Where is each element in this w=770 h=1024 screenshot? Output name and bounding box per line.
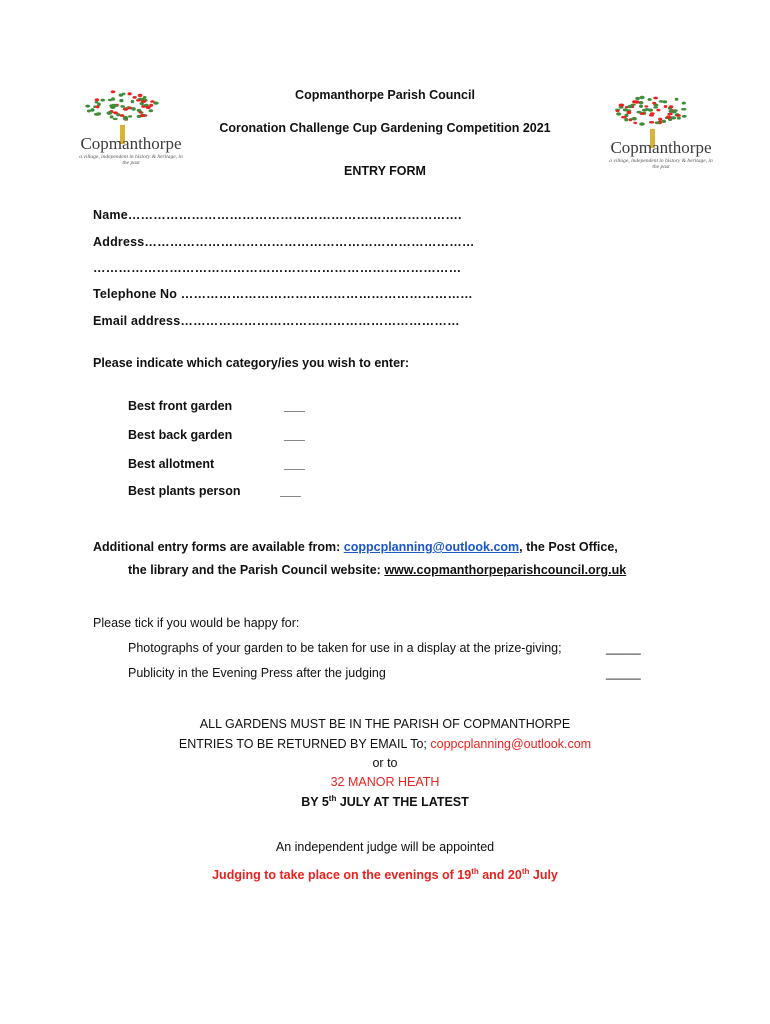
leaf-dot: [632, 117, 637, 121]
leaf-dot: [640, 113, 645, 115]
category-allotment-label: Best allotment: [128, 457, 215, 471]
category-back-garden-blank[interactable]: ___: [284, 428, 305, 442]
leaf-dot: [616, 112, 621, 115]
leaf-dot: [664, 105, 668, 108]
leaf-dot: [627, 111, 632, 114]
additional-prefix: Additional entry forms are available from:: [93, 540, 344, 554]
return-line: [0, 737, 770, 751]
category-prompt: Please indicate which category/ies you wish to enter:: [93, 356, 410, 370]
return-address: 32 MANOR HEATH: [330, 775, 440, 789]
return-prefix: ENTRIES TO BE RETURNED BY EMAIL To;: [178, 737, 431, 751]
category-plants-person-label: Best plants person: [128, 484, 241, 498]
leaf-dot: [669, 110, 673, 113]
leaf-dot: [676, 114, 681, 117]
leaf-dot: [90, 108, 94, 112]
leaf-dot: [85, 105, 90, 108]
leaf-dot: [669, 105, 674, 108]
email-link[interactable]: coppcplanning@outlook.com: [343, 540, 520, 554]
telephone-field[interactable]: Telephone No ……………………………………………………………: [93, 287, 473, 301]
judging-sup1: th: [471, 867, 479, 876]
deadline: [0, 794, 770, 809]
leaf-dot: [120, 105, 125, 108]
leaf-dot: [619, 104, 625, 107]
deadline-rest: JULY AT THE LATEST: [336, 795, 469, 810]
address-field-line2[interactable]: ……………………………………………………………………………: [93, 261, 462, 275]
judging-dates: [0, 867, 770, 882]
additional-middle: , the Post Office,: [519, 540, 618, 554]
leaf-dot: [131, 107, 135, 111]
leaf-dot: [627, 105, 632, 108]
leaf-dot: [644, 105, 648, 107]
leaf-dot: [677, 117, 681, 120]
leaf-dot: [623, 108, 628, 111]
leaf-dot: [87, 110, 91, 113]
return-email[interactable]: coppcplanning@outlook.com: [430, 737, 592, 751]
tick-photographs-blank[interactable]: _____: [606, 641, 641, 655]
leaf-dot: [656, 109, 660, 112]
category-back-garden-label: Best back garden: [128, 428, 233, 442]
leaf-dot: [652, 102, 656, 105]
leaf-dot: [616, 110, 620, 112]
leaf-dot: [682, 115, 687, 118]
email-field[interactable]: Email address…………………………………………………………: [93, 314, 460, 328]
leaf-dot: [110, 115, 114, 118]
leaf-dot: [642, 109, 647, 112]
leaf-dot: [128, 115, 132, 117]
tick-prompt: Please tick if you would be happy for:: [93, 616, 300, 630]
leaf-dot: [639, 105, 643, 108]
leaf-dot: [149, 109, 154, 112]
leaf-dot: [94, 113, 98, 116]
tick-publicity-label: Publicity in the Evening Press after the judging: [128, 666, 386, 680]
logo-tagline: a village, independent in history & heritage, in the past: [609, 158, 713, 170]
category-allotment-blank[interactable]: ___: [284, 457, 305, 471]
logo-wordmark: Copmanthorpe: [610, 138, 712, 157]
leaf-dot: [650, 112, 655, 115]
tick-photographs-label: Photographs of your garden to be taken for use in a display at the prize-giving;: [128, 641, 562, 655]
leaf-dot: [140, 114, 145, 118]
additional-forms-line2: [128, 563, 626, 577]
judging-mid: and 20: [478, 868, 522, 883]
address-field[interactable]: Address……………………………………………………………………: [93, 235, 475, 249]
parish-rule: ALL GARDENS MUST BE IN THE PARISH OF COPMANTHORPE: [199, 717, 571, 731]
logo-wordmark: Copmanthorpe: [80, 134, 182, 153]
judging-sup2: th: [521, 867, 530, 876]
leaf-dot: [671, 116, 676, 119]
leaf-dot: [667, 113, 672, 116]
name-field[interactable]: Name…………………………………………………………………….: [93, 208, 462, 222]
leaf-dot: [113, 111, 118, 114]
council-name: Copmanthorpe Parish Council: [295, 88, 475, 102]
tick-publicity-blank[interactable]: _____: [606, 666, 641, 680]
leaf-dot: [149, 104, 153, 107]
leaf-dot: [137, 109, 141, 112]
competition-title: Coronation Challenge Cup Gardening Competition 2021: [219, 121, 551, 135]
deadline-sup: th: [328, 794, 337, 803]
leaf-dot: [112, 104, 117, 107]
judging-end: July: [529, 868, 558, 883]
logo-tagline: a village, independent in history & heritage, in the past: [79, 154, 183, 166]
judging-prefix: Judging to take place on the evenings of 19: [212, 868, 472, 883]
website-link[interactable]: www.copmanthorpeparishcouncil.org.uk: [384, 563, 627, 577]
leaf-dot: [653, 106, 658, 108]
leaf-dot: [681, 108, 686, 111]
leaf-dot: [113, 118, 118, 120]
leaf-dot: [96, 105, 100, 108]
category-front-garden-blank[interactable]: ___: [284, 399, 305, 413]
form-title: ENTRY FORM: [344, 164, 426, 178]
leaf-dot: [123, 116, 128, 120]
additional-forms-line1: [93, 540, 618, 554]
leaf-dot: [107, 111, 113, 114]
deadline-by: BY 5: [301, 795, 329, 810]
additional-line2-prefix: the library and the Parish Council website:: [128, 563, 385, 577]
category-plants-person-blank[interactable]: ___: [280, 484, 301, 498]
leaf-dot: [120, 114, 125, 117]
category-front-garden-label: Best front garden: [128, 399, 233, 413]
judge-note: An independent judge will be appointed: [275, 840, 495, 854]
leaf-dot: [682, 102, 686, 105]
or-to: or to: [372, 756, 398, 770]
